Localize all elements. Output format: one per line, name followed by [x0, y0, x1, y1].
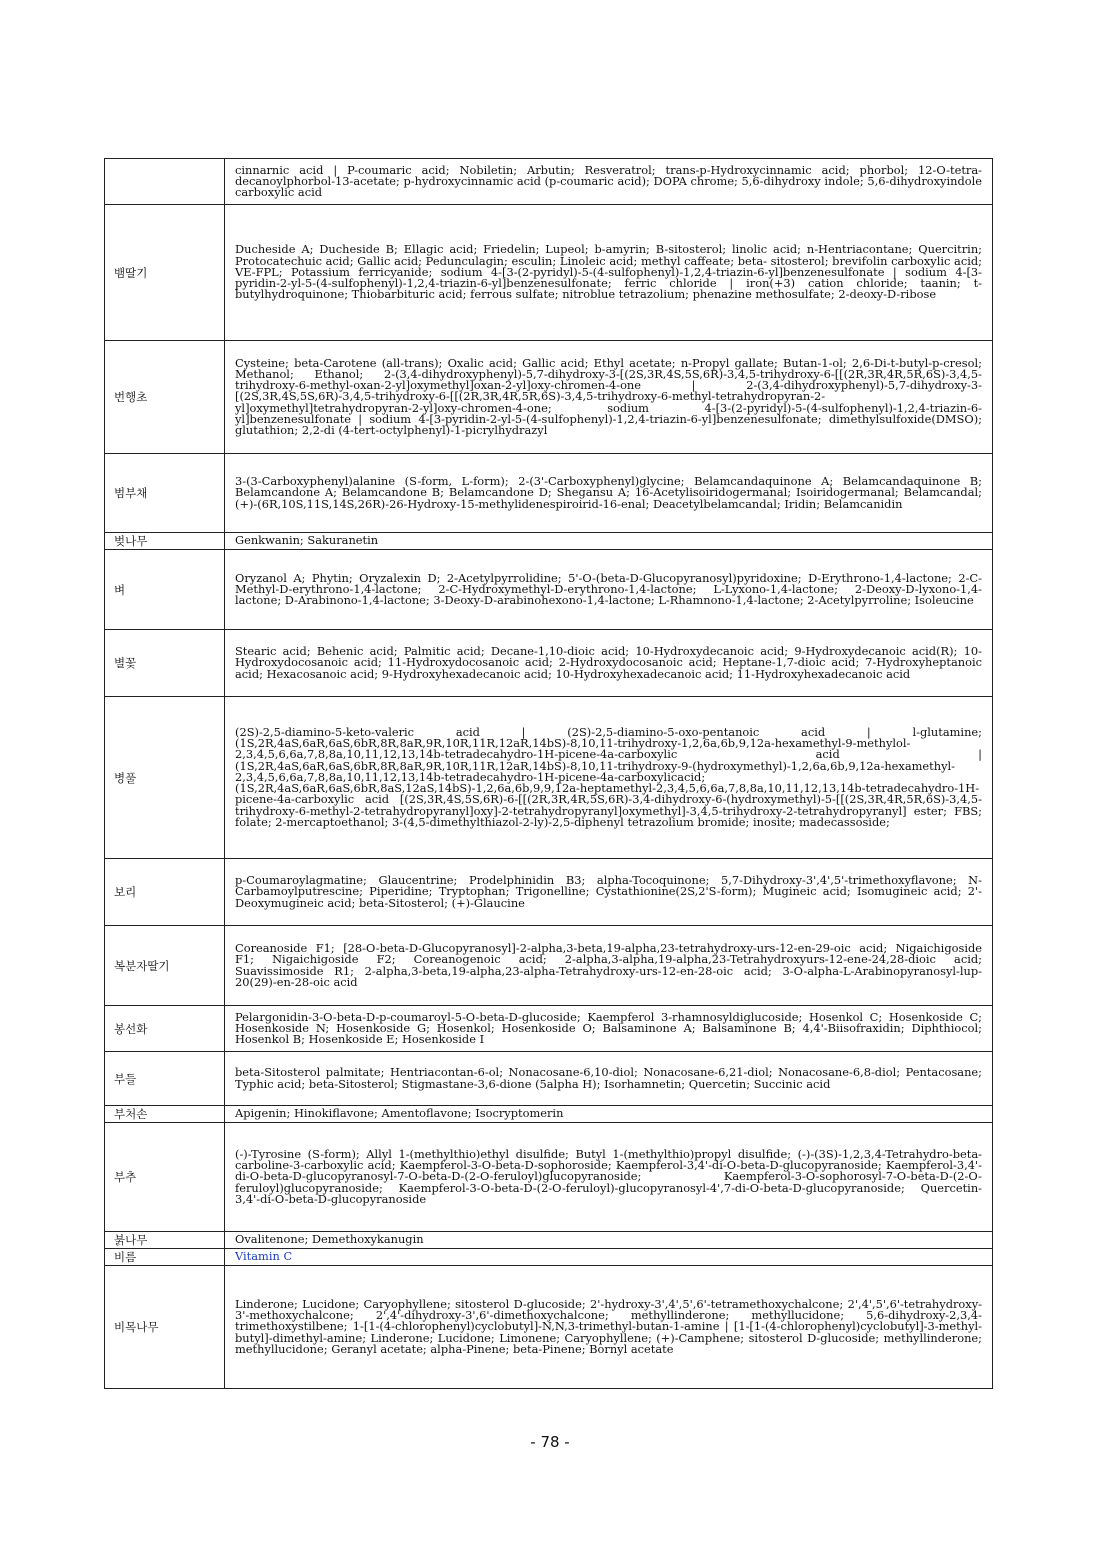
table-row	[105, 205, 993, 341]
compound-list: Linderone; Lucidone; Caryophyllene; sitosterol D-glucoside; 2'-hydroxy-3',4',5',6'-tetramethoxychalcone; 2',4',5',6'-tetrahydroxy-3'-methoxychalcone; 2',4'-dihydroxy-3',6'-dimethoxychalcone; methyllinderone; methyllucidone; 5,6-dihydroxy-2,3,4-trimethoxystilbene; 1-[1-(4-chlorophenyl)cyclobutyl]-N,N,3-trimethyl-butan-1-amine | [1-[1-(4-chlorophenyl)cyclobutyl]-3-methyl-butyl]-dimethyl-amine; Linderone; Lucidone; Limonene; Caryophyllene; (+)-Camphene; sitosterol D-glucoside; methyllinderone; methyllucidone; Geranyl acetate; alpha-Pinene; beta-Pinene; Bornyl acetate	[225, 1266, 993, 1389]
compound-list: Pelargonidin-3-O-beta-D-p-coumaroyl-5-O-beta-D-glucoside; Kaempferol 3-rhamnosyldiglucoside; Hosenkol C; Hosenkoside C; Hosenkoside N; Hosenkoside G; Hosenkol; Hosenkoside O; Balsaminone A; Balsaminone B; 4,4'-Biisofraxidin; Diphthiocol; Hosenkol B; Hosenkoside E; Hosenkoside I	[225, 1006, 993, 1052]
document-page	[104, 158, 993, 1389]
compound-list: cinnarnic acid | P-coumaric acid; Nobiletin; Arbutin; Resveratrol; trans-p-Hydroxycinnamic acid; phorbol; 12-O-tetra-decanoylphorbol-13-acetate; p-hydroxycinnamic acid (p-coumaric acid); DOPA chrome; 5,6-dihydroxy indole; 5,6-dihydroxyindole carboxylic acid	[225, 159, 993, 205]
page-number: - 78 -	[530, 1433, 570, 1451]
plant-name: 병풀	[105, 697, 225, 859]
table-row	[105, 159, 993, 205]
table-row	[105, 1123, 993, 1232]
plant-name: 번행초	[105, 341, 225, 454]
compound-list: Cysteine; beta-Carotene (all-trans); Oxalic acid; Gallic acid; Ethyl acetate; n-Propyl gallate; Butan-1-ol; 2,6-Di-t-butyl-p-cresol; Methanol; Ethanol; 2-(3,4-dihydroxyphenyl)-5,7-dihydroxy-3-[(2S,3R,4S,5S,6R)-3,4,5-trihydroxy-6-[[(2R,3R,4R,5R,6S)-3,4,5-trihydroxy-6-methyl-oxan-2-yl]oxymethyl]oxan-2-yl]oxy-chromen-4-one | 2-(3,4-dihydroxyphenyl)-5,7-dihydroxy-3-[(2S,3R,4S,5S,6R)-3,4,5-trihydroxy-6-[[(2R,3R,4R,5R,6S)-3,4,5-trihydroxy-6-methyl-tetrahydropyran-2-yl]oxymethyl]tetrahydropyran-2-yl]oxy-chromen-4-one; sodium 4-[3-(2-pyridyl)-5-(4-sulfophenyl)-1,2,4-triazin-6-yl]benzenesulfonate | sodium 4-[3-pyridin-2-yl-5-(4-sulfophenyl)-1,2,4-triazin-6-yl]benzenesulfonate; dimethylsulfoxide(DMSO); glutathion; 2,2-di (4-tert-octylphenyl)-1-picrylhydrazyl	[225, 341, 993, 454]
plant-name: 비목나무	[105, 1266, 225, 1389]
table-row	[105, 1232, 993, 1249]
compound-list: 3-(3-Carboxyphenyl)alanine (S-form, L-form); 2-(3'-Carboxyphenyl)glycine; Belamcandaquinone A; Belamcandaquinone B; Belamcandone A; Belamcandone B; Belamcandone D; Shegansu A; 16-Acetylisoiridogermanal; Isoiridogermanal; Belamcandal; (+)-(6R,10S,11S,14S,26R)-26-Hydroxy-15-methylidenespiroirid-16-enal; Deacetylbelamcandal; Iridin; Belamcanidin	[225, 454, 993, 533]
compound-list: Genkwanin; Sakuranetin	[225, 533, 993, 550]
table-row	[105, 533, 993, 550]
compound-list-link[interactable]: Vitamin C	[225, 1249, 993, 1266]
plant-name: 보리	[105, 859, 225, 926]
table-row	[105, 630, 993, 697]
plant-name: 봉선화	[105, 1006, 225, 1052]
plant-name: 별꽃	[105, 630, 225, 697]
compound-list: Coreanoside F1; [28-O-beta-D-Glucopyranosyl]-2-alpha,3-beta,19-alpha,23-tetrahydroxy-urs-12-en-29-oic acid; Nigaichigoside F1; Nigaichigoside F2; Coreanogenoic acid; 2-alpha,3-alpha,19-alpha,23-Tetrahydroxyurs-12-ene-24,28-dioic acid; Suavissimoside R1; 2-alpha,3-beta,19-alpha,23-alpha-Tetrahydroxy-urs-12-en-28-oic acid; 3-O-alpha-L-Arabinopyranosyl-lup-20(29)-en-28-oic acid	[225, 926, 993, 1006]
compound-table	[104, 158, 993, 1389]
table-row	[105, 1106, 993, 1123]
compound-list: Stearic acid; Behenic acid; Palmitic acid; Decane-1,10-dioic acid; 10-Hydroxydecanoic acid; 9-Hydroxydecanoic acid(R); 10-Hydroxydocosanoic acid; 11-Hydroxydocosanoic acid; 2-Hydroxydocosanoic acid; Heptane-1,7-dioic acid; 7-Hydroxyheptanoic acid; Hexacosanoic acid; 9-Hydroxyhexadecanoic acid; 10-Hydroxyhexadecanoic acid; 11-Hydroxyhexadecanoic acid	[225, 630, 993, 697]
plant-name	[105, 159, 225, 205]
compound-list: Apigenin; Hinokiflavone; Amentoflavone; Isocryptomerin	[225, 1106, 993, 1123]
compound-list: (2S)-2,5-diamino-5-keto-valeric acid | (2S)-2,5-diamino-5-oxo-pentanoic acid | l-glutamine; (1S,2R,4aS,6aR,6aS,6bR,8R,8aR,9R,10R,11R,12aR,14bS)-8,10,11-trihydroxy-1,2,6a,6b,9,12a-hexamethyl-9-methylol-2,3,4,5,6,6a,7,8,8a,10,11,12,13,14b-tetradecahydro-1H-picene-4a-carboxylic acid |(1S,2R,4aS,6aR,6aS,6bR,8R,8aR,9R,10R,11R,12aR,14bS)-8,10,11-trihydroxy-9-(hydroxymethyl)-1,2,6a,6b,9,12a-hexamethyl-2,3,4,5,6,6a,7,8,8a,10,11,12,13,14b-tetradecahydro-1H-picene-4a-carboxylicacid;(1S,2R,4aS,6aR,6aS,6bR,8aS,12aS,14bS)-1,2,6a,6b,9,9,12a-heptamethyl-2,3,4,5,6,6a,7,8,8a,10,11,12,13,14b-tetradecahydro-1H-picene-4a-carboxylic acid [(2S,3R,4S,5S,6R)-6-[[(2R,3R,4R,5S,6R)-3,4-dihydroxy-6-(hydroxymethyl)-5-[[(2S,3R,4R,5R,6S)-3,4,5-trihydroxy-6-methyl-2-tetrahydropyranyl]oxy]-2-tetrahydropyranyl]oxymethyl]-3,4,5-trihydroxy-2-tetrahydropyranyl] ester; FBS; folate; 2-mercaptoethanol; 3-(4,5-dimethylthiazol-2-ly)-2,5-diphenyl tetrazolium bromide; inosite; madecassoside;	[225, 697, 993, 859]
compound-list: beta-Sitosterol palmitate; Hentriacontan-6-ol; Nonacosane-6,10-diol; Nonacosane-6,21-diol; Nonacosane-6,8-diol; Pentacosane; Typhic acid; beta-Sitosterol; Stigmastane-3,6-dione (5alpha H); Isorhamnetin; Quercetin; Succinic acid	[225, 1052, 993, 1106]
table-row	[105, 859, 993, 926]
plant-name: 벚나무	[105, 533, 225, 550]
plant-name: 복분자딸기	[105, 926, 225, 1006]
table-row	[105, 1052, 993, 1106]
compound-list: Oryzanol A; Phytin; Oryzalexin D; 2-Acetylpyrrolidine; 5'-O-(beta-D-Glucopyranosyl)pyridoxine; D-Erythrono-1,4-lactone; 2-C-Methyl-D-erythrono-1,4-lactone; 2-C-Hydroxymethyl-D-erythrono-1,4-lactone; L-Lyxono-1,4-lactone; 2-Deoxy-D-lyxono-1,4-lactone; D-Arabinono-1,4-lactone; 3-Deoxy-D-arabinohexono-1,4-lactone; L-Rhamnono-1,4-lactone; 2-Acetylpyrroline; Isoleucine	[225, 550, 993, 630]
plant-name: 부처손	[105, 1106, 225, 1123]
plant-name: 부들	[105, 1052, 225, 1106]
compound-list: Ovalitenone; Demethoxykanugin	[225, 1232, 993, 1249]
plant-name: 비름	[105, 1249, 225, 1266]
plant-name: 벼	[105, 550, 225, 630]
table-row	[105, 550, 993, 630]
table-row	[105, 454, 993, 533]
compound-list: Ducheside A; Ducheside B; Ellagic acid; Friedelin; Lupeol; b-amyrin; B-sitosterol; linolic acid; n-Hentriacontane; Quercitrin; Protocatechuic acid; Gallic acid; Pedunculagin; esculin; Linoleic acid; methyl caffeate; beta- sitosterol; brevifolin carboxylic acid; VE-FPL; Potassium ferricyanide; sodium 4-[3-(2-pyridyl)-5-(4-sulfophenyl)-1,2,4-triazin-6-yl]benzenesulfonate | sodium 4-[3-pyridin-2-yl-5-(4-sulfophenyl)-1,2,4-triazin-6-yl]benzenesulfonate; ferric chloride | iron(+3) cation chloride; taanin; t-butylhydroquinone; Thiobarbituric acid; ferrous sulfate; nitroblue tetrazolium; phenazine methosulfate; 2-deoxy-D-ribose	[225, 205, 993, 341]
plant-name: 뱀딸기	[105, 205, 225, 341]
plant-name: 부추	[105, 1123, 225, 1232]
table-row	[105, 1006, 993, 1052]
plant-name: 범부채	[105, 454, 225, 533]
table-row	[105, 341, 993, 454]
plant-name: 붉나무	[105, 1232, 225, 1249]
compound-list: (-)-Tyrosine (S-form); Allyl 1-(methylthio)ethyl disulfide; Butyl 1-(methylthio)propyl disulfide; (-)-(3S)-1,2,3,4-Tetrahydro-beta-carboline-3-carboxylic acid; Kaempferol-3-O-beta-D-sophoroside; Kaempferol-3,4'-di-O-beta-D-glucopyranoside; Kaempferol-3,4'-di-O-beta-D-glucopyranosyl-7-O-beta-D-(2-O-feruloyl)glucopyranoside; Kaempferol-3-O-sophorosyl-7-O-beta-D-(2-O-feruloyl)glucopyranoside; Kaempferol-3-O-beta-D-(2-O-feruloyl)-glucopyranosyl-4',7-di-O-beta-D-glucopyranoside; Quercetin-3,4'-di-O-beta-D-glucopyranoside	[225, 1123, 993, 1232]
table-row	[105, 1266, 993, 1389]
table-row	[105, 926, 993, 1006]
table-row	[105, 697, 993, 859]
table-row	[105, 1249, 993, 1266]
compound-list: p-Coumaroylagmatine; Glaucentrine; Prodelphinidin B3; alpha-Tocoquinone; 5,7-Dihydroxy-3',4',5'-trimethoxyflavone; N-Carbamoylputrescine; Piperidine; Tryptophan; Trigonelline; Cystathionine(2S,2'S-form); Mugineic acid; Isomugineic acid; 2'-Deoxymugineic acid; beta-Sitosterol; (+)-Glaucine	[225, 859, 993, 926]
